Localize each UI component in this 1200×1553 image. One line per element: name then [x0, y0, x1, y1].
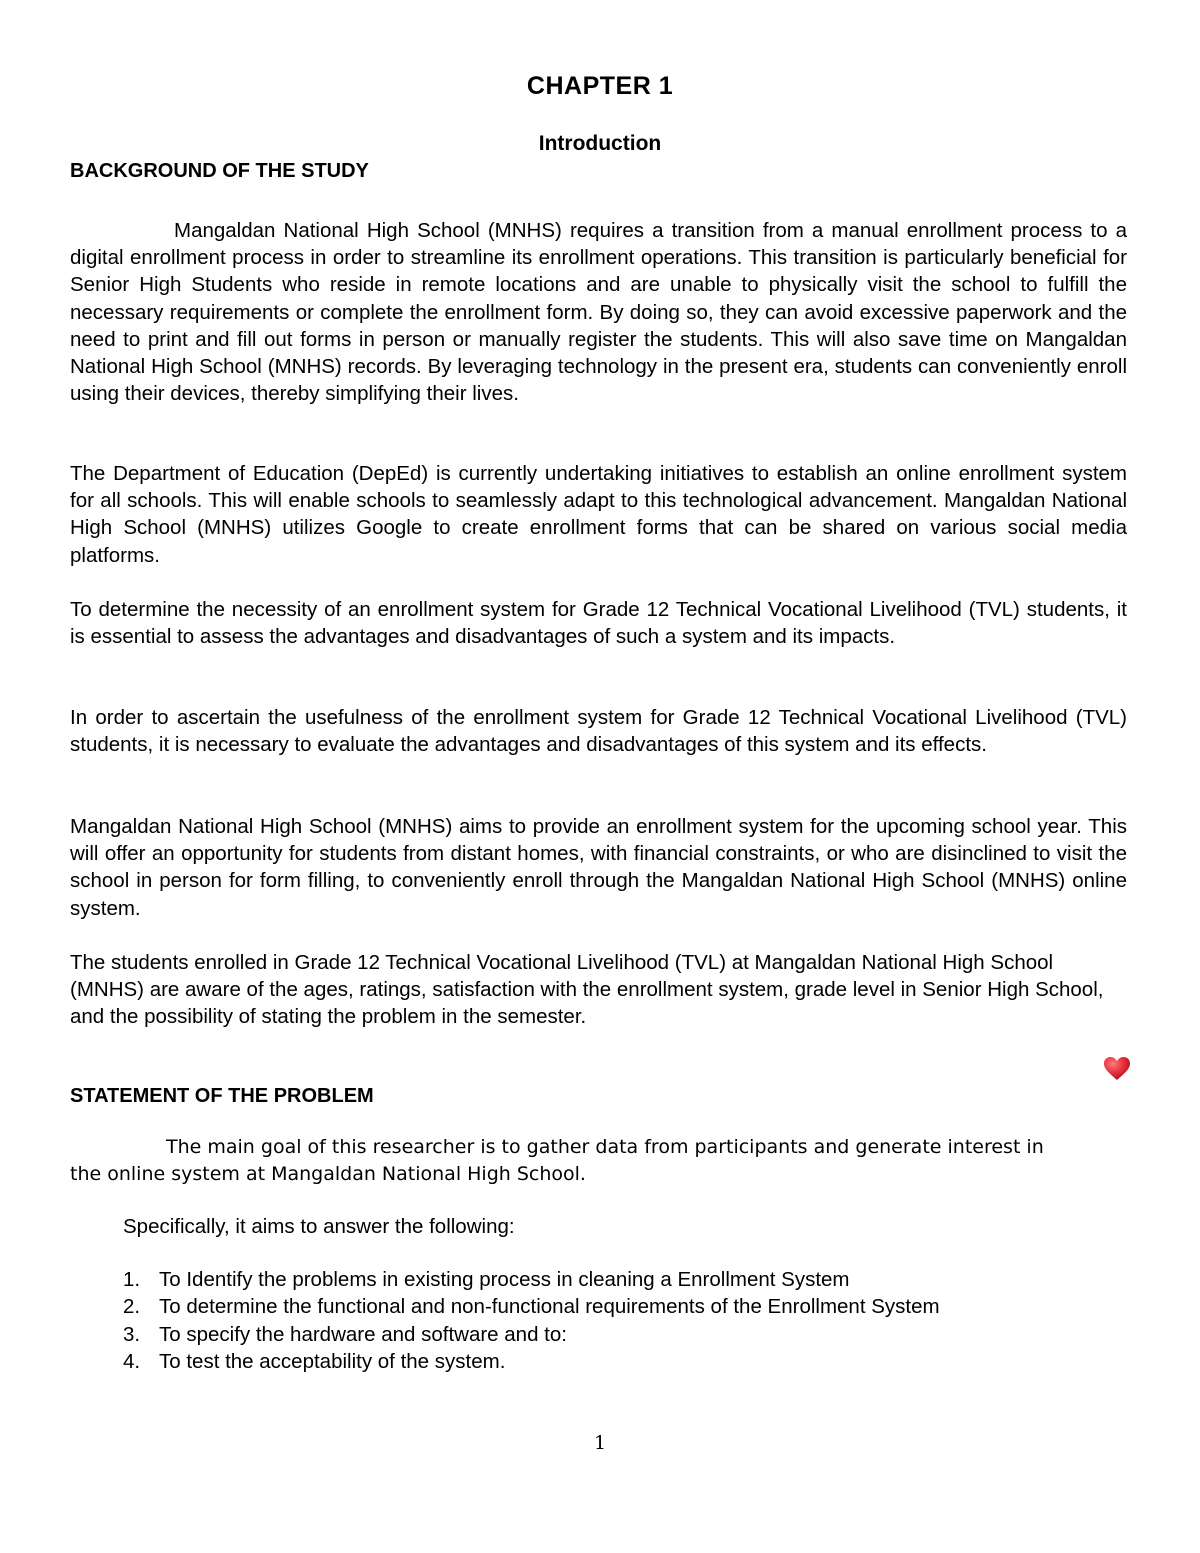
page-number: 1: [593, 1432, 607, 1454]
background-paragraph-6: The students enrolled in Grade 12 Technical Vocational Livelihood (TVL) at Mangaldan National High School (MNHS) are aware of the ages, ratings, satisfaction with the enrollment system, grade level in Senior High School, and the possibility of stating the problem in the semester.: [70, 951, 1104, 1029]
background-heading: BACKGROUND OF THE STUDY: [70, 160, 369, 182]
background-paragraph-2: The Department of Education (DepEd) is currently undertaking initiatives to establish an online enrollment system for all schools. This will enable schools to seamlessly adapt to this technological advancement. Mangaldan National High School (MNHS) utilizes Google to create enrollment forms that can be shared on various social media platforms.: [70, 462, 1127, 567]
heart-icon: [1103, 1056, 1131, 1082]
background-paragraph-4: In order to ascertain the usefulness of the enrollment system for Grade 12 Technical Vocational Livelihood (TVL) students, it is necessary to evaluate the advantages and disadvantages of this system and its effects.: [70, 706, 1127, 757]
background-paragraph-3: To determine the necessity of an enrollment system for Grade 12 Technical Vocational Livelihood (TVL) students, it is essential to assess the advantages and disadvantages of such a system and its impacts.: [70, 598, 1127, 649]
list-item: 1. To Identify the problems in existing process in cleaning a Enrollment System: [123, 1268, 850, 1291]
background-paragraph-5: Mangaldan National High School (MNHS) aims to provide an enrollment system for the upcoming school year. This will offer an opportunity for students from distant homes, with financial constraints, or who are disinclined to visit the school in person for form filling, to conveniently enroll through the Mangaldan National High School (MNHS) online system.: [70, 815, 1127, 920]
list-item: 2. To determine the functional and non-functional requirements of the Enrollment System: [123, 1295, 940, 1319]
problem-intro: The main goal of this researcher is to gather data from participants and generate interest in the online system at Mangaldan National High School.: [70, 1136, 1044, 1185]
list-item: 3. To specify the hardware and software and to:: [123, 1322, 567, 1346]
background-paragraph-1: Mangaldan National High School (MNHS) requires a transition from a manual enrollment process to a digital enrollment process in order to streamline its enrollment operations. This transition is particularly beneficial for Senior High Students who reside in remote locations and are unable to physically visit the school to fulfill the necessary requirements or complete the enrollment form. By doing so, they can avoid excessive paperwork and the need to print and fill out forms in person or manually register the students. This will also save time on Mangaldan National High School (MNHS) records. By leveraging technology in the present era, students can conveniently enroll using their devices, thereby simplifying their lives.: [70, 219, 1127, 406]
objectives-list: [123, 1266, 940, 1375]
list-item: 4. To test the acceptability of the system.: [123, 1349, 506, 1373]
specifically-line: Specifically, it aims to answer the following:: [123, 1215, 515, 1238]
chapter-title: CHAPTER 1: [526, 72, 674, 100]
introduction-title: Introduction: [538, 132, 662, 155]
problem-heading: STATEMENT OF THE PROBLEM: [70, 1085, 374, 1107]
